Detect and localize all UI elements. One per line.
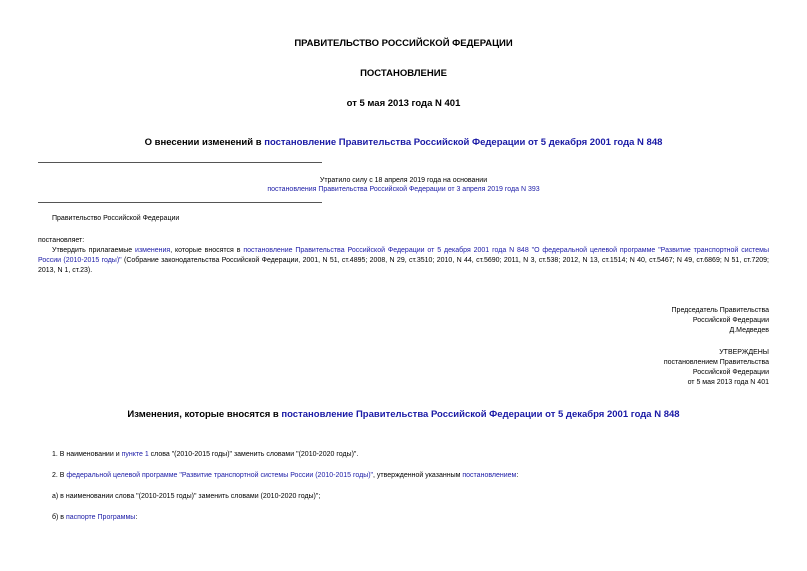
approved-line-3: от 5 мая 2013 года N 401: [687, 379, 769, 386]
item-2b-passport-link[interactable]: паспорте Программы: [65, 514, 136, 521]
status-divider-top: [38, 162, 322, 163]
changes-title-decree-link[interactable]: постановление Правительства Российской Федерации от 5 декабря 2001 года N 848: [281, 409, 680, 420]
status-note-link[interactable]: постановления Правительства Российской Федерации от 3 апреля 2019 года N 393: [267, 186, 540, 193]
item-2b: б) в паспорте Программы:: [52, 514, 138, 521]
signature-position-1: Председатель Правительства: [671, 307, 769, 314]
status-divider-bottom: [38, 202, 322, 203]
approved-line-2: Российской Федерации: [692, 369, 769, 376]
decree-848-link[interactable]: постановление Правительства Российской Федерации от 5 декабря 2001 года N 848 "О федеральной целевой программе "Развитие транспортной системы России (2010-2015 годы)": [38, 247, 769, 264]
status-note-line: Утратило силу с 18 апреля 2019 года на основании: [319, 177, 488, 184]
date-number-heading: от 5 мая 2013 года N 401: [346, 98, 461, 109]
title-prefix: О внесении изменений в: [144, 137, 265, 148]
signature-block: [672, 306, 769, 336]
doc-type-heading: ПОСТАНОВЛЕНИЕ: [360, 68, 447, 79]
item-2-program-link[interactable]: федеральной целевой программе "Развитие транспортной системы России (2010-2015 годы)": [66, 472, 374, 479]
signature-position-2: Российской Федерации: [692, 317, 769, 324]
changes-title: Изменения, которые вносятся в постановление Правительства Российской Федерации от 5 декабря 2001 года N 848: [127, 409, 680, 420]
approved-line-1: постановлением Правительства: [663, 359, 769, 366]
changes-link[interactable]: изменения: [135, 247, 171, 254]
document-title: [0, 137, 807, 148]
decrees-text: постановляет:: [38, 237, 85, 244]
approved-label: УТВЕРЖДЕНЫ: [719, 349, 769, 356]
item-2a: а) в наименовании слова "(2010-2015 годы)" заменить словами (2010-2020 годы)";: [52, 493, 321, 500]
government-heading: ПРАВИТЕЛЬСТВО РОССИЙСКОЙ ФЕДЕРАЦИИ: [294, 38, 513, 49]
item-2: 2. В федеральной целевой программе "Развитие транспортной системы России (2010-2015 годы)", утвержденной указанным постановлением:: [52, 472, 519, 479]
intro-text: Правительство Российской Федерации: [52, 215, 180, 222]
title-decree-link[interactable]: постановление Правительства Российской Федерации от 5 декабря 2001 года N 848: [264, 137, 663, 148]
item-2-decree-link[interactable]: постановлением: [462, 472, 517, 479]
item-1: 1. В наименовании и пункте 1 слова "(2010-2015 годы)" заменить словами "(2010-2020 годы)".: [52, 451, 359, 458]
signature-name: Д.Медведев: [729, 327, 769, 334]
approved-block: [664, 348, 769, 388]
approve-paragraph: Утвердить прилагаемые изменения, которые вносятся в постановление Правительства Российской Федерации от 5 декабря 2001 года N 848 "О федеральной целевой программе "Развитие транспортной системы России (2010-2015 годы)" (Собрание законодательства Российской Федерации, 2001, N 51, ст.4895; 2008, N 29, ст.3510; 2010, N 44, ст.5690; 2011, N 3, ст.538; 2012, N 13, ст.1514; N 40, ст.5467; N 49, ст.6869; N 51, ст.7209; 2013, N 1, ст.23).: [38, 247, 770, 274]
status-note: [0, 176, 807, 194]
item-1-link[interactable]: пункте 1: [121, 451, 149, 458]
